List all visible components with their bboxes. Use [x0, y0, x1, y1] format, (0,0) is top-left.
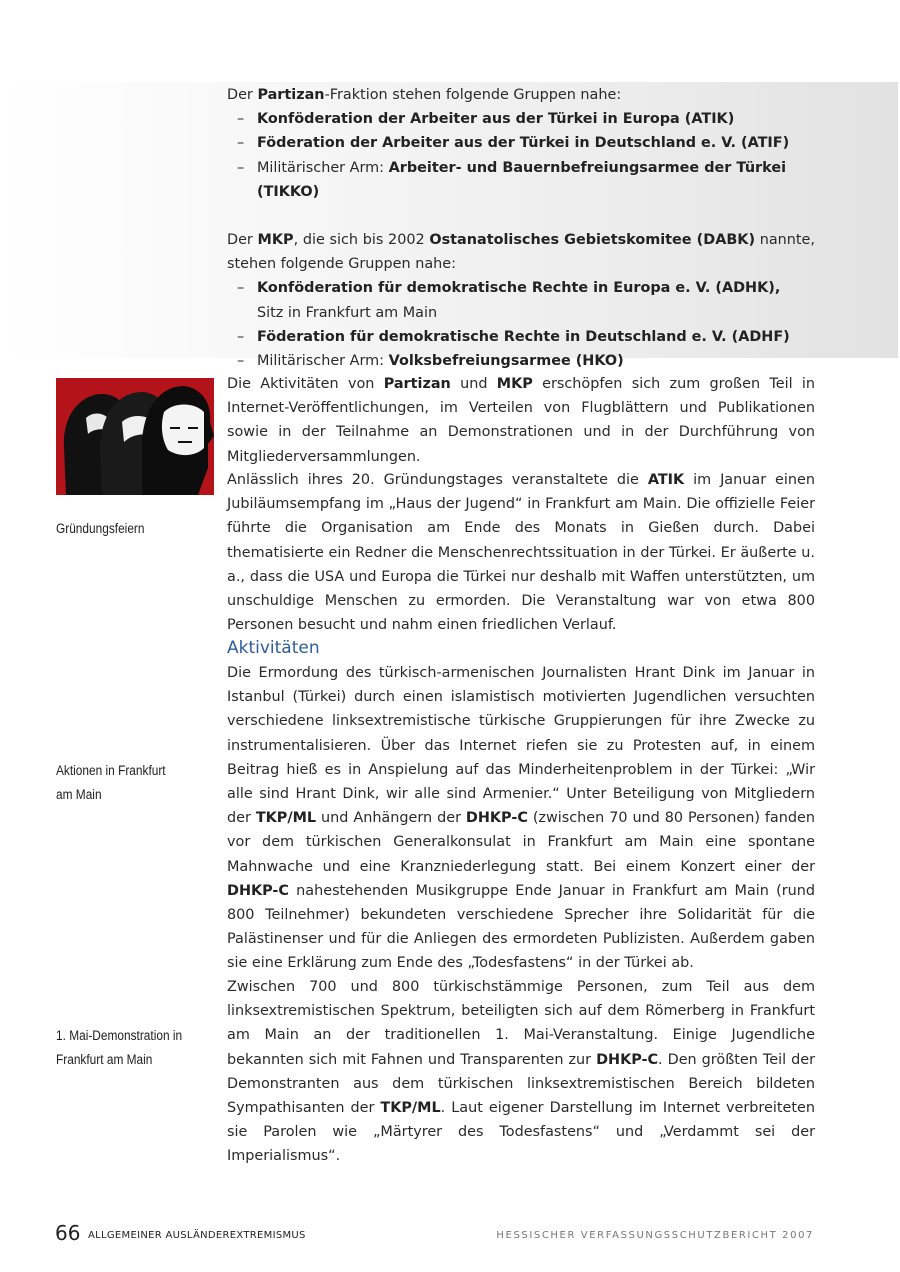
section-activities — [227, 636, 815, 976]
footer-section-title: ALLGEMEINER AUSLÄNDEREXTREMISMUS — [88, 1230, 306, 1241]
marx-engels-lenin-mao-illustration — [56, 378, 214, 495]
side-note-may-day: 1. Mai-Demonstration in Frankfurt am Main — [56, 1028, 183, 1067]
list-item: – Militärischer Arm: Arbeiter- und Bauernbefreiungsarmee der Türkei (TIKKO) — [237, 156, 815, 204]
paragraph-atik: Anlässlich ihres 20. Gründungstages veranstaltete die ATIK im Januar einen Jubiläumsempfang im „Haus der Jugend“ in Frankfurt am Main. Die offizielle Feier führte die Organisation am Ende des Monats in Gießen durch. Dabei thematisierte ein Redner die Menschenrechtssituation in der Türkei. Er äußerte u. a., dass die USA und Europa die Türkei nur deshalb mit Waffen unterstützten, um unschuldige Menschen zu ermorden. Die Veranstaltung war von etwa 800 Personen besucht und nahm einen friedlichen Verlauf. — [227, 472, 815, 634]
list-item: – Konföderation für demokratische Rechte in Europa e. V. (ADHK), Sitz in Frankfurt am Main — [237, 276, 815, 324]
partizan-list — [237, 107, 815, 204]
partizan-intro: Der Partizan-Fraktion stehen folgende Gruppen nahe: — [227, 87, 622, 103]
side-note-founding: Gründungsfeiern — [56, 521, 145, 536]
list-item: – Föderation der Arbeiter aus der Türkei in Deutschland e. V. (ATIF) — [237, 131, 815, 155]
footer-report-title: HESSISCHER VERFASSUNGSSCHUTZBERICHT 2007 — [496, 1230, 814, 1241]
side-note-frankfurt: Aktionen in Frankfurt am Main — [56, 763, 166, 802]
organizations-box — [227, 83, 815, 373]
mkp-list — [237, 276, 815, 373]
list-item: – Militärischer Arm: Volksbefreiungsarmee (HKO) — [237, 349, 815, 373]
section-heading: Aktivitäten — [227, 638, 320, 658]
paragraph-activities: Die Aktivitäten von Partizan und MKP erschöpfen sich zum großen Teil in Internet-Veröffentlichungen, im Verteilen von Flugblättern und Publikationen sowie in der Teilnahme an Demonstrationen und in der Durchführung von Mitgliederversammlungen. — [227, 376, 816, 465]
page-number: 66 — [55, 1221, 81, 1245]
list-item: – Konföderation der Arbeiter aus der Türkei in Europa (ATIK) — [237, 107, 815, 131]
mkp-intro: Der MKP, die sich bis 2002 Ostanatolisches Gebietskomitee (DABK) nannte, stehen folgende Gruppen nahe: — [227, 232, 815, 273]
paragraph-dink: Die Ermordung des türkisch-armenischen Journalisten Hrant Dink im Januar in Istanbul (Türkei) durch einen islamistisch motivierten Jugendlichen versuchten verschiedene linksextremistische türkische Gruppierungen für ihre Zwecke zu instrumentalisieren. Über das Internet riefen sie zu Protesten auf, in einem Beitrag hieß es in Anspielung auf das Minderheitenproblem in der Türkei: „Wir alle sind Hrant Dink, wir alle sind Armenier.“ Unter Beteiligung von Mitgliedern der TKP/ML und Anhängern der DHKP-C (zwischen 70 und 80 Personen) fanden vor dem türkischen Generalkonsulat in Frankfurt am Main eine spontane Mahnwache und eine Kranzniederlegung statt. Bei einem Konzert einer der DHKP-C nahestehenden Musikgruppe Ende Januar in Frankfurt am Main (rund 800 Teilnehmer) bekundeten verschiedene Sprecher ihre Solidarität für die Palästinenser und für die Anliegen des ermordeten Publizisten. Außerdem gaben sie eine Erklärung zum Ende des „Todesfastens“ in der Türkei ab. — [227, 665, 815, 972]
list-item: – Föderation für demokratische Rechte in Deutschland e. V. (ADHF) — [237, 325, 815, 349]
paragraph-may-day: Zwischen 700 und 800 türkischstämmige Personen, zum Teil aus dem linksextremistischen Spektrum, beteiligten sich auf dem Römerberg in Frankfurt am Main an der traditionellen 1. Mai-Veranstaltung. Einige Jugendliche bekannten sich mit Fahnen und Transparenten zur DHKP-C. Den größten Teil der Demonstranten aus dem türkischen linksextremistischen Bereich bildeten Sympathisanten der TKP/ML. Laut eigener Darstellung im Internet verbreiteten sie Parolen wie „Märtyrer des Todesfastens“ und „Verdammt sei der Imperialismus“. — [227, 979, 815, 1165]
